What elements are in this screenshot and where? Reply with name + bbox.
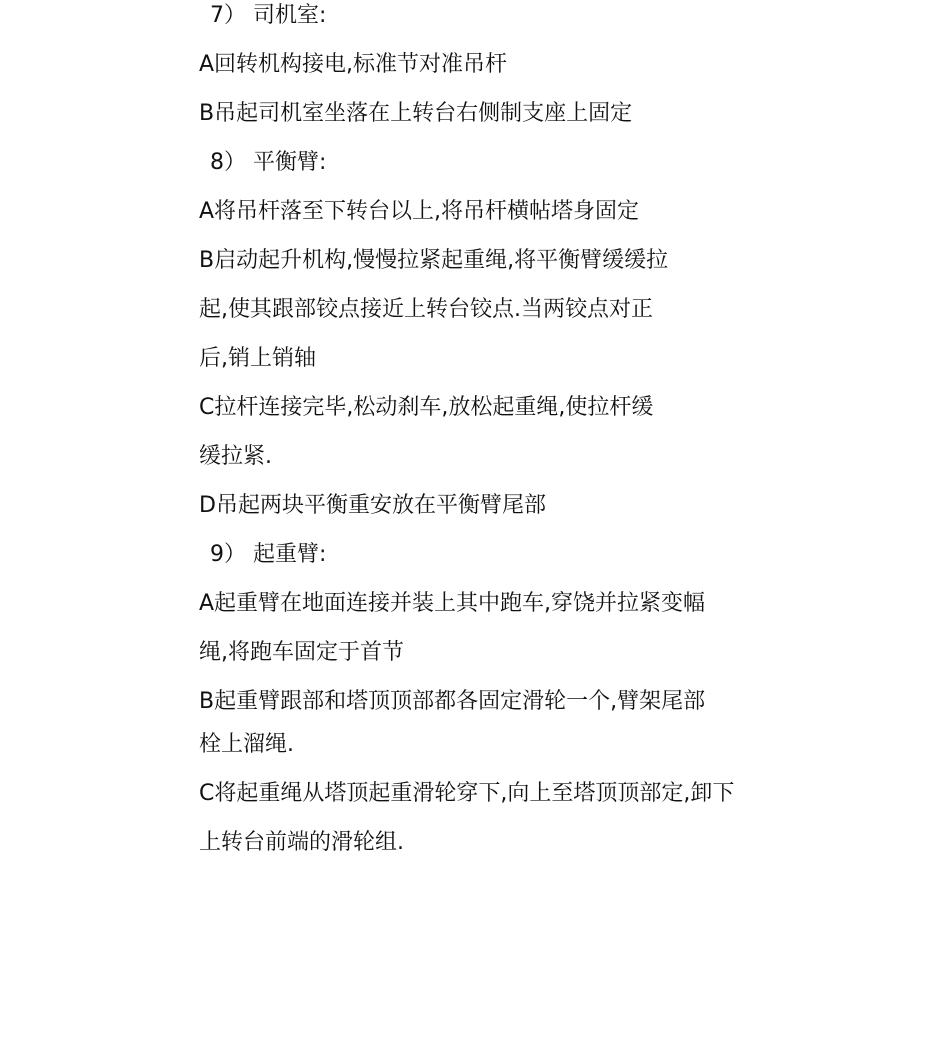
text-line: 后,销上销轴	[199, 346, 316, 371]
section-heading-balance-arm: 8） 平衡臂:	[210, 150, 327, 175]
text-line: A回转机构接电,标准节对准吊杆	[199, 52, 508, 77]
text-line: 栓上溜绳.	[199, 732, 294, 757]
text-line: 起,使其跟部铰点接近上转台铰点.当两铰点对正	[199, 297, 653, 322]
text-line: B吊起司机室坐落在上转台右侧制支座上固定	[199, 101, 633, 126]
section-heading-lifting-boom: 9） 起重臂:	[210, 542, 327, 567]
text-line: A起重臂在地面连接并装上其中跑车,穿饶并拉紧变幅	[199, 591, 706, 616]
section-heading-driver-cab: 7） 司机室:	[210, 3, 327, 28]
text-line: C拉杆连接完毕,松动刹车,放松起重绳,使拉杆缓	[199, 395, 654, 420]
text-line: C将起重绳从塔顶起重滑轮穿下,向上至塔顶顶部定,卸下	[199, 781, 735, 806]
text-line: A将吊杆落至下转台以上,将吊杆横帖塔身固定	[199, 199, 640, 224]
text-line: B起重臂跟部和塔顶顶部都各固定滑轮一个,臂架尾部	[199, 689, 706, 714]
text-line: D吊起两块平衡重安放在平衡臂尾部	[199, 493, 546, 518]
text-line: B启动起升机构,慢慢拉紧起重绳,将平衡臂缓缓拉	[199, 248, 669, 273]
text-line: 绳,将跑车固定于首节	[199, 640, 404, 665]
text-line: 上转台前端的滑轮组.	[199, 830, 404, 855]
text-line: 缓拉紧.	[199, 444, 272, 469]
